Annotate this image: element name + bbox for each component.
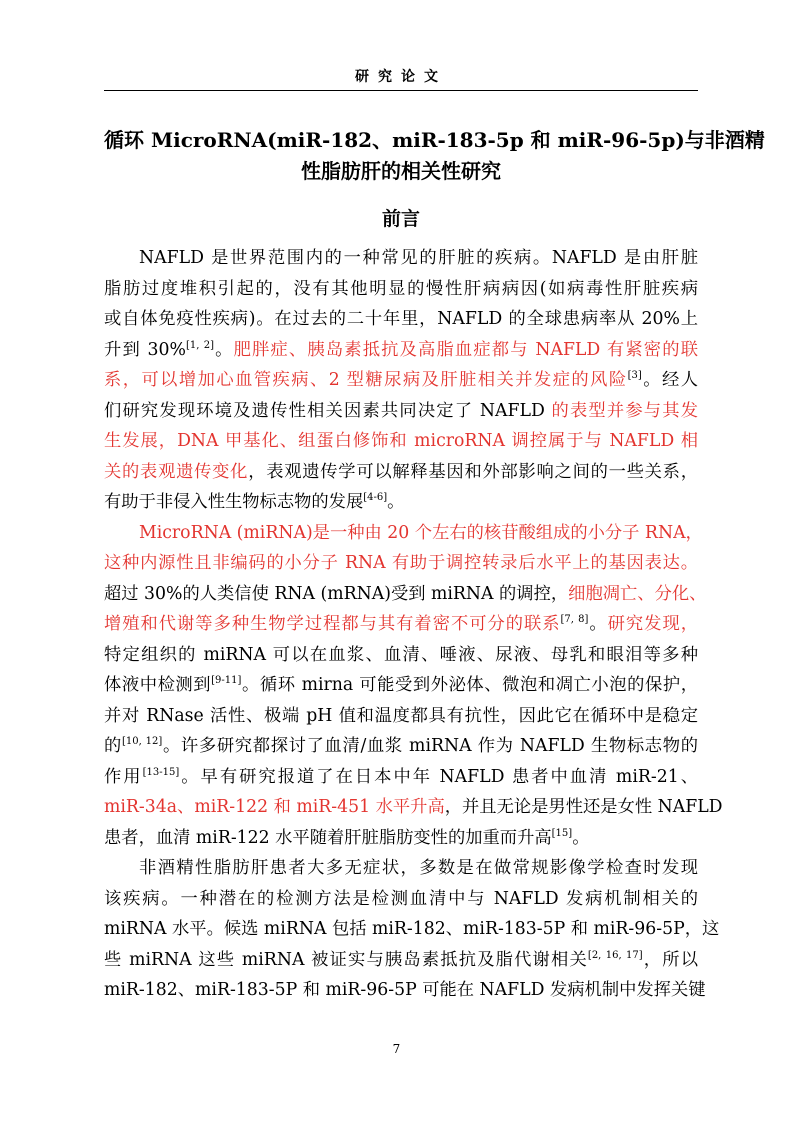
highlighted-text: 生发展，DNA 甲基化、组蛋白修饰和 microRNA 调控属于与 NAFLD 相 — [104, 431, 698, 451]
text-run: 并对 RNase 活性、极端 pH 值和温度都具有抗性，因此它在循环中是稳定 — [104, 705, 698, 726]
text-line — [104, 426, 698, 457]
body-text — [104, 243, 723, 1006]
text-line — [104, 274, 698, 305]
header-rule — [104, 90, 698, 91]
text-line — [104, 487, 698, 518]
citation-ref: [9-11] — [211, 675, 242, 686]
highlighted-text: 增殖和代谢等多种生物学过程都与其有着密不可分的联系 — [104, 614, 561, 634]
highlighted-text: 的表型并参与其发 — [551, 400, 698, 421]
text-line — [104, 701, 698, 732]
text-run: 超过 30%的人类信使 RNA (mRNA)受到 miRNA 的调控， — [104, 583, 569, 604]
text-run: 体液中检测到 — [104, 675, 212, 695]
text-line — [104, 609, 698, 640]
text-run: 。循环 mirna 可能受到外泌体、微泡和凋亡小泡的保护， — [241, 675, 698, 695]
text-run: ，表观遗传学可以解释基因和外部影响之间的一些关系， — [248, 461, 698, 482]
text-line — [104, 640, 698, 671]
text-run: 。许多研究都探讨了血清/血浆 miRNA 作为 NAFLD 生物标志物的 — [162, 736, 699, 756]
text-run: 特定组织的 miRNA 可以在血浆、血清、唾液、尿液、母乳和眼泪等多种 — [104, 644, 698, 665]
highlighted-text: 系，可以增加心血管疾病、2 型糖尿病及肝脏相关并发症的风险 — [104, 370, 628, 390]
text-run: 患者，血清 miR-122 水平随着肝脏脂肪变性的加重而升高 — [104, 827, 552, 848]
text-run: 们研究发现环境及遗传性相关因素共同决定了 NAFLD — [104, 400, 552, 421]
title-line: 循环 MicroRNA(miR-182、miR-183-5p 和 miR-96-5p)与非酒精 — [104, 128, 765, 152]
highlighted-text: MicroRNA (miRNA)是一种由 20 个左右的核苷酸组成的小分子 RNA， — [139, 522, 703, 543]
text-line — [104, 365, 698, 396]
text-run: miRNA 水平。候选 miRNA 包括 miR-182、miR-183-5P 和 miR-96-5P，这 — [104, 919, 720, 939]
text-run: 些 miRNA 这些 miRNA 被证实与胰岛素抵抗及脂代谢相关 — [104, 949, 588, 970]
section-heading: 前言 — [381, 208, 420, 230]
text-line — [104, 853, 698, 884]
text-line — [104, 914, 720, 945]
text-run: 或自体免疫性疾病)。在过去的二十年里，NAFLD 的全球患病率从 20%上 — [104, 309, 698, 329]
text-run: 的 — [104, 736, 122, 756]
text-run: 。经人 — [641, 370, 698, 390]
text-line — [104, 884, 698, 915]
citation-ref: [7, 8] — [560, 614, 589, 625]
text-run: miR-182、miR-183-5P 和 miR-96-5P 可能在 NAFLD 发病机制中发挥关键 — [104, 980, 706, 1000]
text-line — [104, 396, 698, 427]
text-line — [104, 823, 698, 854]
text-line — [104, 457, 698, 488]
text-run: ，所以 — [642, 949, 698, 970]
paper-title — [104, 125, 765, 187]
running-header: 研究论文 — [355, 69, 447, 85]
text-line — [104, 243, 698, 274]
text-line — [104, 304, 698, 335]
highlighted-text: 细胞凋亡、分化、 — [568, 583, 707, 604]
highlighted-text: 这种内源性且非编码的小分子 RNA 有助于调控转录后水平上的基因表达。 — [104, 553, 698, 573]
citation-ref: [3] — [627, 370, 642, 381]
citation-ref: [10, 12] — [121, 736, 163, 747]
page-number: 7 — [392, 1042, 401, 1056]
title-line: 性脂肪肝的相关性研究 — [301, 159, 501, 183]
text-run: 。早有研究报道了在日本中年 NAFLD 患者中血清 miR-21、 — [179, 766, 698, 787]
citation-ref: [15] — [551, 827, 573, 839]
highlighted-text: 关的表观遗传变化 — [104, 461, 249, 482]
citation-ref: [2, 16, 17] — [587, 949, 643, 961]
highlighted-text: miR-34a、miR-122 和 miR-451 水平升高 — [104, 797, 445, 817]
citation-ref: [4-6] — [363, 492, 388, 503]
highlighted-text: 肥胖症、胰岛素抵抗及高脂血症都与 NAFLD 有紧密的联 — [233, 339, 698, 360]
text-line — [104, 945, 698, 976]
highlighted-text: 研究发现， — [607, 614, 698, 634]
citation-ref: [1, 2] — [185, 339, 214, 351]
text-run: ，并且无论是男性还是女性 NAFLD — [444, 797, 723, 817]
text-line — [104, 975, 706, 1006]
text-run: 。 — [387, 492, 405, 512]
text-line — [104, 670, 698, 701]
text-line — [104, 518, 703, 549]
text-run: 有助于非侵入性生物标志物的发展 — [104, 492, 364, 512]
text-line — [104, 762, 698, 793]
text-run: 。 — [214, 339, 234, 360]
text-line — [104, 579, 707, 610]
text-run: 。 — [588, 614, 608, 634]
text-run: 作用 — [104, 766, 143, 787]
text-run: 脂肪过度堆积引起的，没有其他明显的慢性肝病病因(如病毒性肝脏疾病 — [104, 278, 698, 299]
text-line — [104, 548, 698, 579]
text-run: 升到 30% — [104, 339, 186, 360]
text-run: 非酒精性脂肪肝患者大多无症状，多数是在做常规影像学检查时发现 — [139, 858, 698, 878]
text-line — [104, 792, 723, 823]
text-run: 该疾病。一种潜在的检测方法是检测血清中与 NAFLD 发病机制相关的 — [104, 888, 698, 909]
text-run: NAFLD 是世界范围内的一种常见的肝脏的疾病。NAFLD 是由肝脏 — [139, 248, 698, 268]
citation-ref: [13-15] — [142, 766, 180, 778]
text-run: 。 — [572, 827, 590, 848]
text-line — [104, 731, 698, 762]
text-line — [104, 335, 698, 366]
